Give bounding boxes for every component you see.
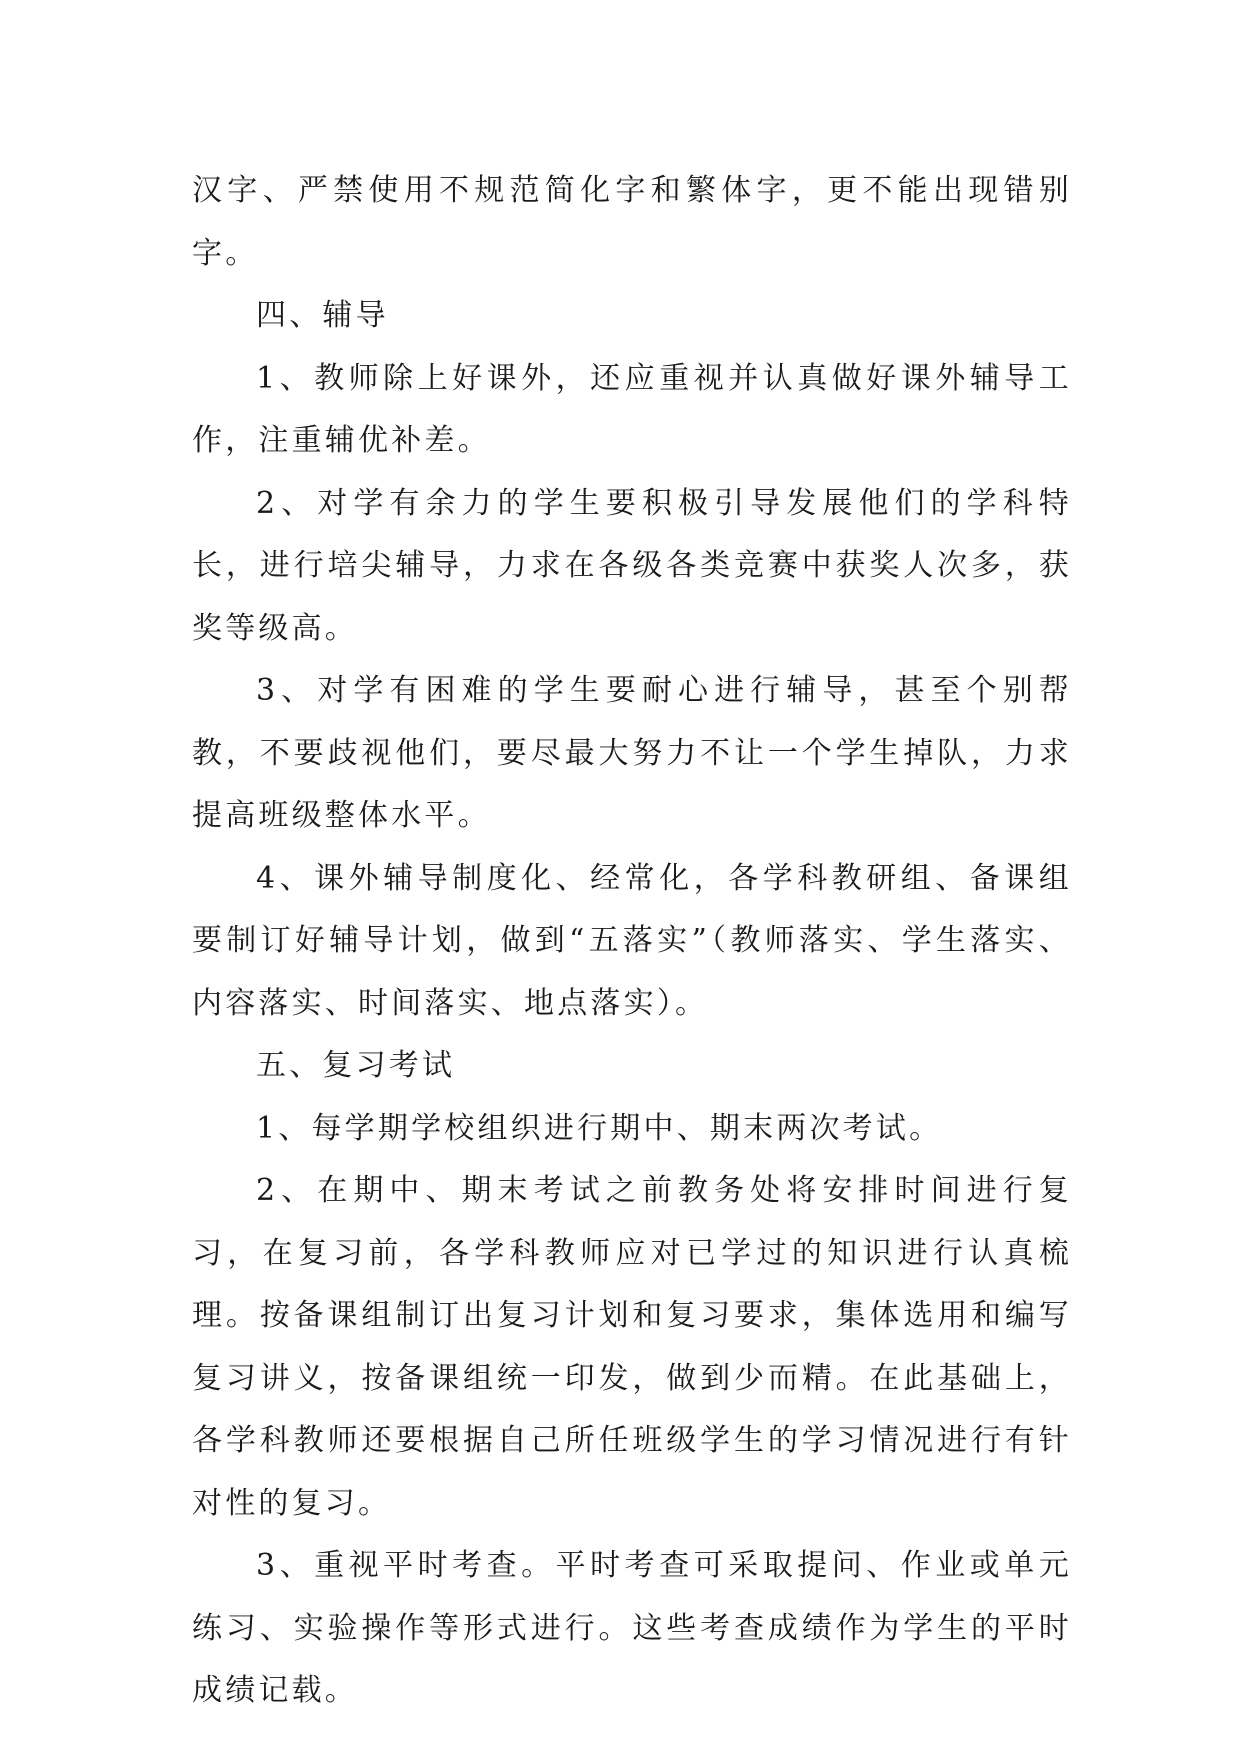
document-body [192,160,1072,1723]
paragraph-tutoring-1: 1、教师除上好课外，还应重视并认真做好课外辅导工作，注重辅优补差。 [192,360,1072,458]
section-heading-review-exams: 五、复习考试 [256,1048,456,1083]
paragraph-tutoring-4: 4、课外辅导制度化、经常化，各学科教研组、备课组要制订好辅导计划，做到“五落实”（教师落实、学生落实、内容落实、时间落实、地点落实）。 [192,860,1072,1021]
paragraph-exams-3: 3、重视平时考查。平时考查可采取提问、作业或单元练习、实验操作等形式进行。这些考查成绩作为学生的平时成绩记载。 [192,1548,1072,1708]
paragraph-continuation: 汉字、严禁使用不规范简化字和繁体字，更不能出现错别字。 [192,173,1072,271]
paragraph-exams-2: 2、在期中、期末考试之前教务处将安排时间进行复习，在复习前，各学科教师应对已学过的知识进行认真梳理。按备课组制订出复习计划和复习要求，集体选用和编写复习讲义，按备课组统一印发，做到少而精。在此基础上，各学科教师还要根据自己所任班级学生的学习情况进行有针对性的复习。 [192,1173,1072,1521]
paragraph-tutoring-3: 3、对学有困难的学生要耐心进行辅导，甚至个别帮教，不要歧视他们，要尽最大努力不让一个学生掉队，力求提高班级整体水平。 [192,673,1072,833]
section-heading-tutoring: 四、辅导 [256,298,389,333]
paragraph-exams-1: 1、每学期学校组织进行期中、期末两次考试。 [256,1110,943,1146]
paragraph-tutoring-2: 2、对学有余力的学生要积极引导发展他们的学科特长，进行培尖辅导，力求在各级各类竞赛中获奖人次多，获奖等级高。 [192,485,1072,646]
